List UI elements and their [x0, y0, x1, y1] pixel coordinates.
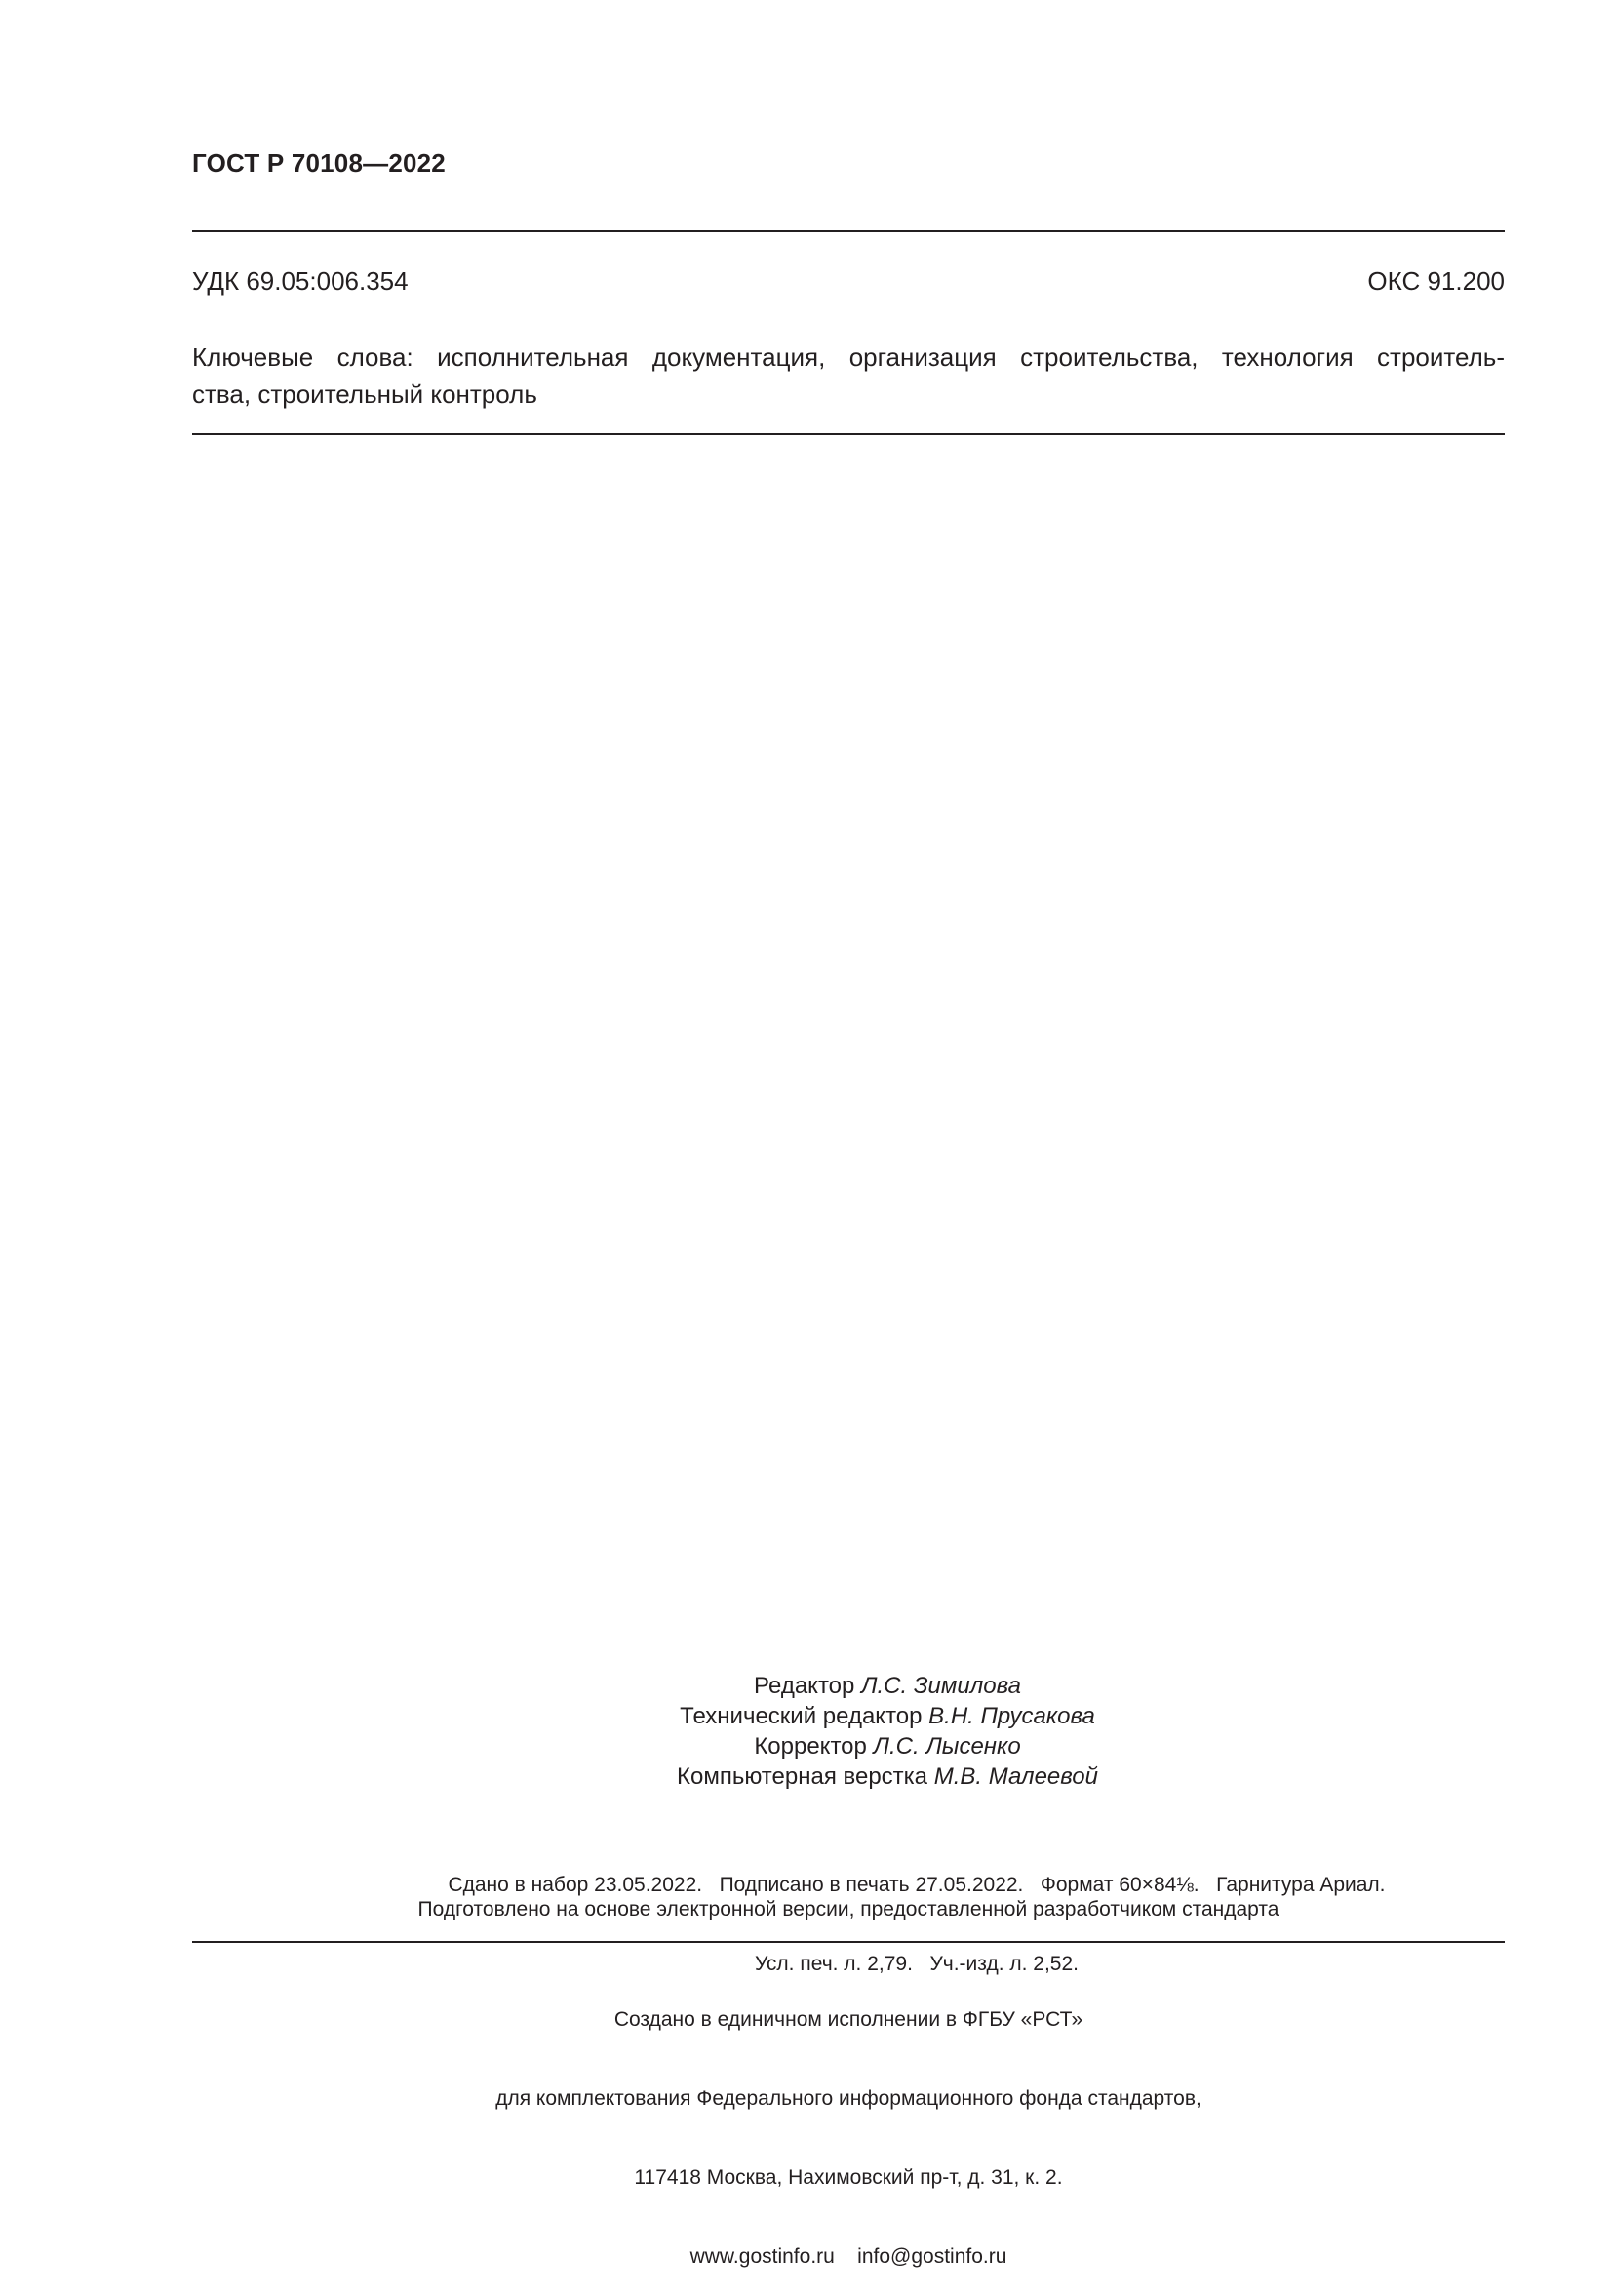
credit-tech-editor [231, 1701, 1544, 1731]
credit-editor [231, 1671, 1544, 1701]
credit-person: М.В. Малеевой [933, 1763, 1098, 1790]
prepared-note: Подготовлено на основе электронной версии, предоставленной разработчиком стандарта [417, 1898, 1279, 1920]
publisher-footer [192, 1954, 1505, 2296]
footer-line-4: www.gostinfo.ru info@gostinfo.ru [689, 2245, 1007, 2268]
oks-code: ОКС 91.200 [1367, 266, 1505, 296]
keywords-block [192, 338, 1505, 413]
keywords-line-2: ства, строительный контроль [192, 379, 537, 409]
credits-block [192, 1671, 1505, 1792]
credit-person: В.Н. Прусакова [928, 1703, 1095, 1729]
document-code: ГОСТ Р 70108—2022 [192, 148, 446, 178]
credit-role: Компьютерная верстка [677, 1763, 928, 1790]
keywords-divider [192, 433, 1505, 435]
udk-code: УДК 69.05:006.354 [192, 266, 409, 296]
credit-role: Технический редактор [680, 1703, 923, 1729]
top-divider [192, 230, 1505, 232]
footer-divider [192, 1941, 1505, 1943]
credit-layout [231, 1762, 1544, 1792]
credit-person: Л.С. Лысенко [873, 1733, 1021, 1760]
print-info-line-1: Сдано в набор 23.05.2022. Подписано в печать 27.05.2022. Формат 60×84⅛. Гарнитура Ариал. [448, 1874, 1386, 1896]
credit-role: Редактор [754, 1673, 855, 1699]
credit-role: Корректор [754, 1733, 867, 1760]
footer-line-3: 117418 Москва, Нахимовский пр-т, д. 31, к. 2. [634, 2166, 1063, 2189]
credit-proofreader [231, 1731, 1544, 1762]
keywords-line-1: Ключевые слова: исполнительная документация, организация строительства, технология строитель- [192, 342, 1505, 372]
credit-person: Л.С. Зимилова [861, 1673, 1021, 1699]
footer-line-2: для комплектования Федерального информационного фонда стандартов, [495, 2087, 1201, 2110]
footer-line-1: Создано в единичном исполнении в ФГБУ «РСТ» [613, 2008, 1083, 2031]
print-info-line-2: Усл. печ. л. 2,79. Уч.-изд. л. 2,52. [754, 1953, 1079, 1975]
